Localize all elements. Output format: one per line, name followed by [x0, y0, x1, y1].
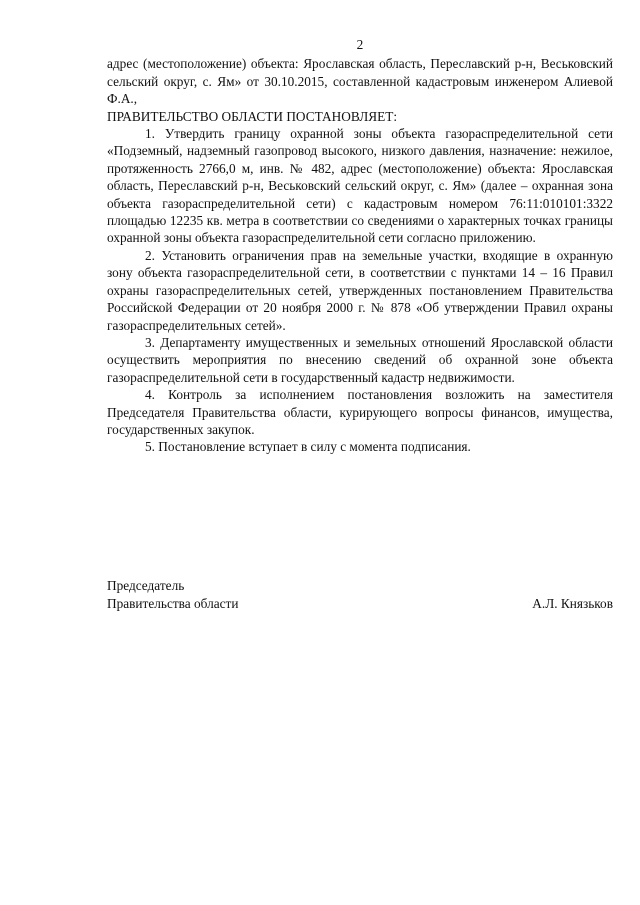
document-body [107, 36, 613, 456]
item-5: 5. Постановление вступает в силу с момента подписания. [145, 439, 471, 455]
intro-paragraph: адрес (местоположение) объекта: Ярославская область, Переславский р-н, Веськовский сельский округ, с. Ям» от 30.10.2015, составленной кадастровым инженером Алиевой Ф.А., [107, 56, 613, 107]
page-number: 2 [356, 37, 364, 52]
signatory-title-line2: Правительства области [107, 596, 239, 611]
signatory-name: А.Л. Князьков [532, 596, 613, 611]
signature-row [107, 595, 613, 613]
signature-block [107, 577, 613, 613]
signatory-title-line1: Председатель [107, 578, 185, 593]
item-3: 3. Департаменту имущественных и земельных отношений Ярославской области осуществить мероприятия по внесению сведений об охранной зоне объекта газораспределительной сети в государственный кадастр недвижимости. [107, 334, 613, 385]
item-4: 4. Контроль за исполнением постановления возложить на заместителя Председателя Правительства области, курирующего вопросы финансов, имущества, государственных закупок. [107, 387, 613, 437]
item-2: 2. Установить ограничения прав на земельные участки, входящие в охранную зону объекта газораспределительной сети, в соответствии с пунктами 14 – 16 Правил охраны газораспределительных сетей, утвержденных постановлением Правительства Российской Федерации от 20 ноября 2000 г. № 878 «Об утверждении Правил охраны газораспределительных сетей». [107, 247, 613, 333]
item-1: 1. Утвердить границу охранной зоны объекта газораспределительной сети «Подземный, надземный газопровод высокого, низкого давления, назначение: нежилое, протяженность 2766,0 м, инв. № 482, адрес (местоположение) объекта: Ярославская область, Переславский р-н, Веськовский сельский округ, с. Ям» (далее – охранная зона объекта газораспределительной сети) с кадастровым номером 76:11:010101:3322 площадью 12235 кв. метра в соответствии со сведениями о характерных точках границы охранной зоны объекта газораспределительной сети согласно приложению. [107, 126, 613, 246]
resolution-heading: ПРАВИТЕЛЬСТВО ОБЛАСТИ ПОСТАНОВЛЯЕТ: [107, 108, 398, 124]
